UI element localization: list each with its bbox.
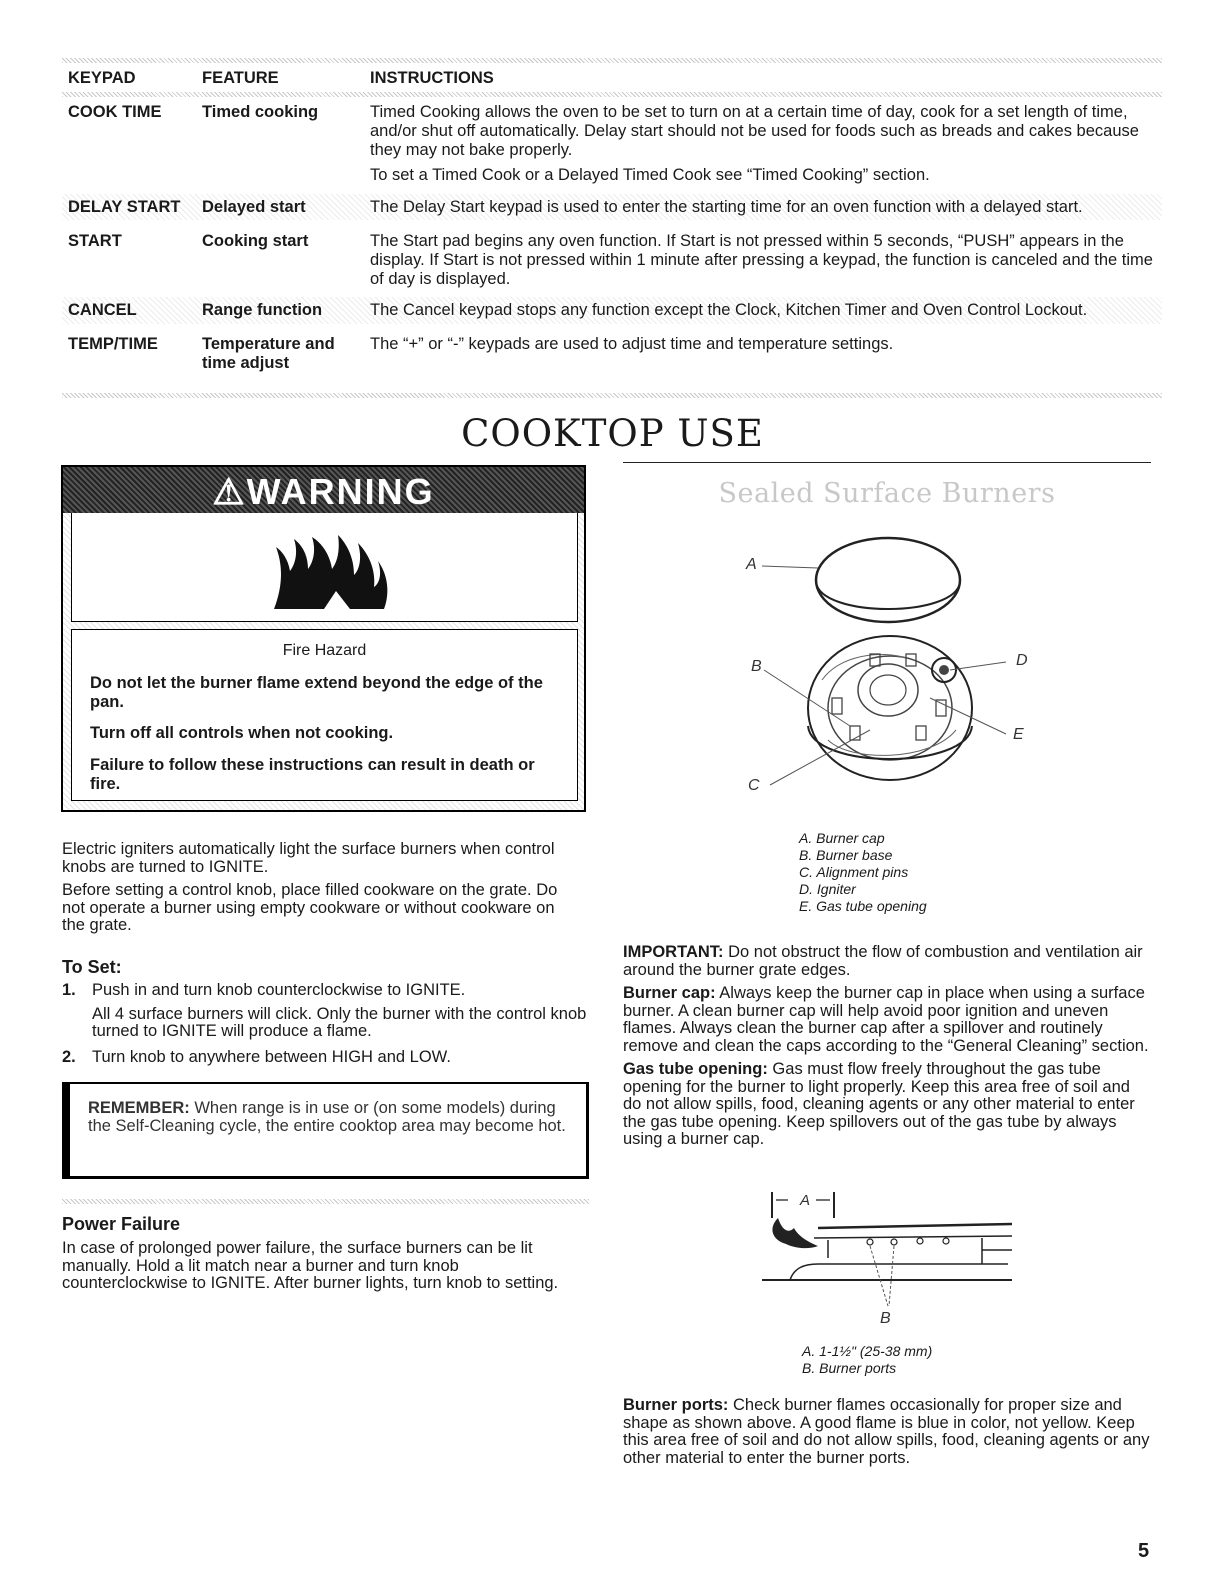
instruction-text: The Cancel keypad stops any function except the Clock, Kitchen Timer and Oven Control Lockout. bbox=[370, 301, 1088, 319]
paragraph-important bbox=[623, 944, 1151, 979]
feature-cell: Range function bbox=[202, 301, 323, 319]
table-bottom-rule bbox=[62, 393, 1162, 398]
diagram-label-c: C bbox=[748, 777, 760, 794]
instruction-text: The Start pad begins any oven function. If Start is not pressed within 5 seconds, “PUSH” appears in the display. If Start is not pressed within 1 minute after pressing a keypad, the function is canceled and the time of day is displayed. bbox=[370, 232, 1153, 288]
list-item bbox=[62, 1049, 587, 1067]
step-text: Turn knob to anywhere between HIGH and LOW. bbox=[92, 1047, 451, 1066]
instruction-text: Timed Cooking allows the oven to be set to turn on at a certain time of day, cook for a set length of time, and/or shut off automatically. Delay start should not be used for foods such as breads and cakes because they may not bake properly. bbox=[370, 103, 1139, 159]
paragraph-gas-tube bbox=[623, 1061, 1151, 1149]
power-failure-rule bbox=[62, 1199, 589, 1204]
legend-item: B. Burner base bbox=[799, 847, 893, 863]
fire-icon bbox=[72, 513, 577, 621]
paragraph-burner-ports bbox=[623, 1397, 1151, 1467]
list-item bbox=[62, 982, 587, 1041]
remember-body: When range is in use or (on some models) during the Self-Cleaning cycle, the entire cooktop area may become hot. bbox=[88, 1099, 566, 1135]
port-legend bbox=[802, 1343, 932, 1377]
step-number: 2. bbox=[62, 1047, 76, 1066]
legend-item: B. Burner ports bbox=[802, 1360, 897, 1376]
warning-line: Failure to follow these instructions can result in death or fire. bbox=[90, 756, 535, 793]
legend-item: E. Gas tube opening bbox=[799, 898, 927, 914]
keypad-cell: TEMP/TIME bbox=[68, 335, 158, 353]
intro-paragraph: Before setting a control knob, place filled cookware on the grate. Do not operate a burner using empty cookware or without cookware on the grate. bbox=[62, 881, 558, 934]
header-rule bbox=[62, 92, 1162, 97]
page-number: 5 bbox=[1138, 1540, 1150, 1562]
instructions-cell bbox=[370, 232, 1156, 295]
burner-ports-text bbox=[623, 1397, 1151, 1467]
table-row bbox=[62, 297, 1162, 324]
instruction-text: To set a Timed Cook or a Delayed Timed Cook see “Timed Cooking” section. bbox=[370, 166, 930, 184]
port-diagram-label-b: B bbox=[880, 1310, 891, 1327]
warning-box bbox=[61, 465, 586, 812]
power-failure-heading: Power Failure bbox=[62, 1214, 181, 1234]
header-keypad: KEYPAD bbox=[68, 69, 136, 87]
paragraph-body: Check burner flames occasionally for proper size and shape as shown above. A good flame is blue in color, not yellow. Keep this area free of soil and do not allow spills, food, cleaning agents or any other material to enter the burner ports. bbox=[623, 1396, 1150, 1467]
warning-header-text bbox=[63, 471, 584, 513]
paragraph-label: Gas tube opening: bbox=[623, 1060, 768, 1078]
warning-line: Do not let the burner flame extend beyond the edge of the pan. bbox=[90, 674, 543, 711]
diagram-label-b: B bbox=[751, 658, 762, 675]
burner-ports-diagram bbox=[758, 1188, 1018, 1318]
paragraph-label: Burner ports: bbox=[623, 1396, 729, 1414]
paragraph-label: IMPORTANT: bbox=[623, 943, 724, 961]
top-rule bbox=[62, 58, 1162, 63]
warning-header-label: WARNING bbox=[246, 471, 435, 512]
feature-cell: Timed cooking bbox=[202, 103, 319, 121]
power-failure-text: In case of prolonged power failure, the surface burners can be lit manually. Hold a lit match near a burner and turn knob counterclockwise to IGNITE. After burner lights, turn knob to setting. bbox=[62, 1239, 559, 1292]
right-column-rule bbox=[623, 462, 1151, 463]
port-diagram-label-a: A bbox=[800, 1192, 811, 1209]
feature-cell: Delayed start bbox=[202, 198, 306, 216]
to-set-heading: To Set: bbox=[62, 957, 122, 977]
keypad-cell: DELAY START bbox=[68, 198, 181, 216]
header-instructions: INSTRUCTIONS bbox=[370, 69, 494, 87]
feature-cell: Temperature and time adjust bbox=[202, 335, 335, 372]
keypad-cell: COOK TIME bbox=[68, 103, 162, 121]
legend-item: A. Burner cap bbox=[799, 830, 885, 846]
legend-item: D. Igniter bbox=[799, 881, 856, 897]
table-row bbox=[62, 232, 1162, 292]
to-set-steps bbox=[62, 982, 587, 1066]
intro-text bbox=[62, 841, 582, 935]
keypad-cell: CANCEL bbox=[68, 301, 137, 319]
table-row bbox=[62, 194, 1162, 220]
warning-triangle-icon: ⚠ bbox=[212, 471, 247, 512]
burner-care-text bbox=[623, 944, 1151, 1149]
table-row bbox=[62, 103, 1162, 187]
instructions-cell bbox=[370, 301, 1156, 326]
burner-legend bbox=[799, 830, 927, 915]
fire-symbol-panel bbox=[71, 513, 578, 622]
instructions-cell bbox=[370, 103, 1156, 191]
warning-header bbox=[63, 467, 584, 513]
diagram-label-d: D bbox=[1016, 652, 1028, 669]
instructions-cell bbox=[370, 335, 1156, 360]
table-row bbox=[62, 335, 1162, 375]
step-text: Push in and turn knob counterclockwise to IGNITE. bbox=[92, 981, 466, 999]
page-title: COOKTOP USE bbox=[461, 412, 764, 455]
instructions-cell bbox=[370, 198, 1156, 223]
warning-text-panel bbox=[71, 629, 578, 801]
remember-text bbox=[88, 1100, 566, 1135]
paragraph-burner-cap bbox=[623, 985, 1151, 1055]
keypad-cell: START bbox=[68, 232, 122, 250]
step-number: 1. bbox=[62, 981, 76, 999]
diagram-label-a: A bbox=[746, 556, 757, 573]
remember-label: REMEMBER: bbox=[88, 1099, 190, 1117]
diagram-label-e: E bbox=[1013, 726, 1024, 743]
legend-item: C. Alignment pins bbox=[799, 864, 909, 880]
legend-item: A. 1-1½" (25-38 mm) bbox=[802, 1343, 933, 1359]
instruction-text: The Delay Start keypad is used to enter the starting time for an oven function with a delayed start. bbox=[370, 198, 1083, 216]
instruction-text: The “+” or “-” keypads are used to adjust time and temperature settings. bbox=[370, 335, 894, 353]
step-subtext: All 4 surface burners will click. Only the burner with the control knob turned to IGNITE will produce a flame. bbox=[92, 1004, 587, 1040]
table-header-row bbox=[62, 69, 1162, 89]
paragraph-label: Burner cap: bbox=[623, 984, 716, 1002]
warning-line: Turn off all controls when not cooking. bbox=[90, 724, 394, 742]
remember-box bbox=[62, 1082, 589, 1179]
feature-cell: Cooking start bbox=[202, 232, 309, 250]
paragraph-body: Always keep the burner cap in place when using a surface burner. A clean burner cap will help avoid poor ignition and uneven flames. Always clean the burner cap after a spillover and routinely remove and clean the caps according to the “General Cleaning” section. bbox=[623, 984, 1149, 1055]
sealed-burners-heading: Sealed Surface Burners bbox=[718, 478, 1056, 509]
burner-diagram bbox=[730, 530, 1050, 810]
intro-paragraph: Electric igniters automatically light the surface burners when control knobs are turned to IGNITE. bbox=[62, 840, 555, 876]
fire-hazard-label: Fire Hazard bbox=[282, 642, 367, 659]
paragraph-body: Gas must flow freely throughout the gas tube opening for the burner to light properly. Keep this area free of soil and do not allow spills, food, cleaning agents or any other material to enter the gas tube opening. Keep spillovers out of the gas tube by always using a burner cap. bbox=[623, 1060, 1135, 1148]
header-feature: FEATURE bbox=[202, 69, 279, 87]
paragraph-body: Do not obstruct the flow of combustion and ventilation air around the burner grate edges. bbox=[623, 943, 1143, 979]
